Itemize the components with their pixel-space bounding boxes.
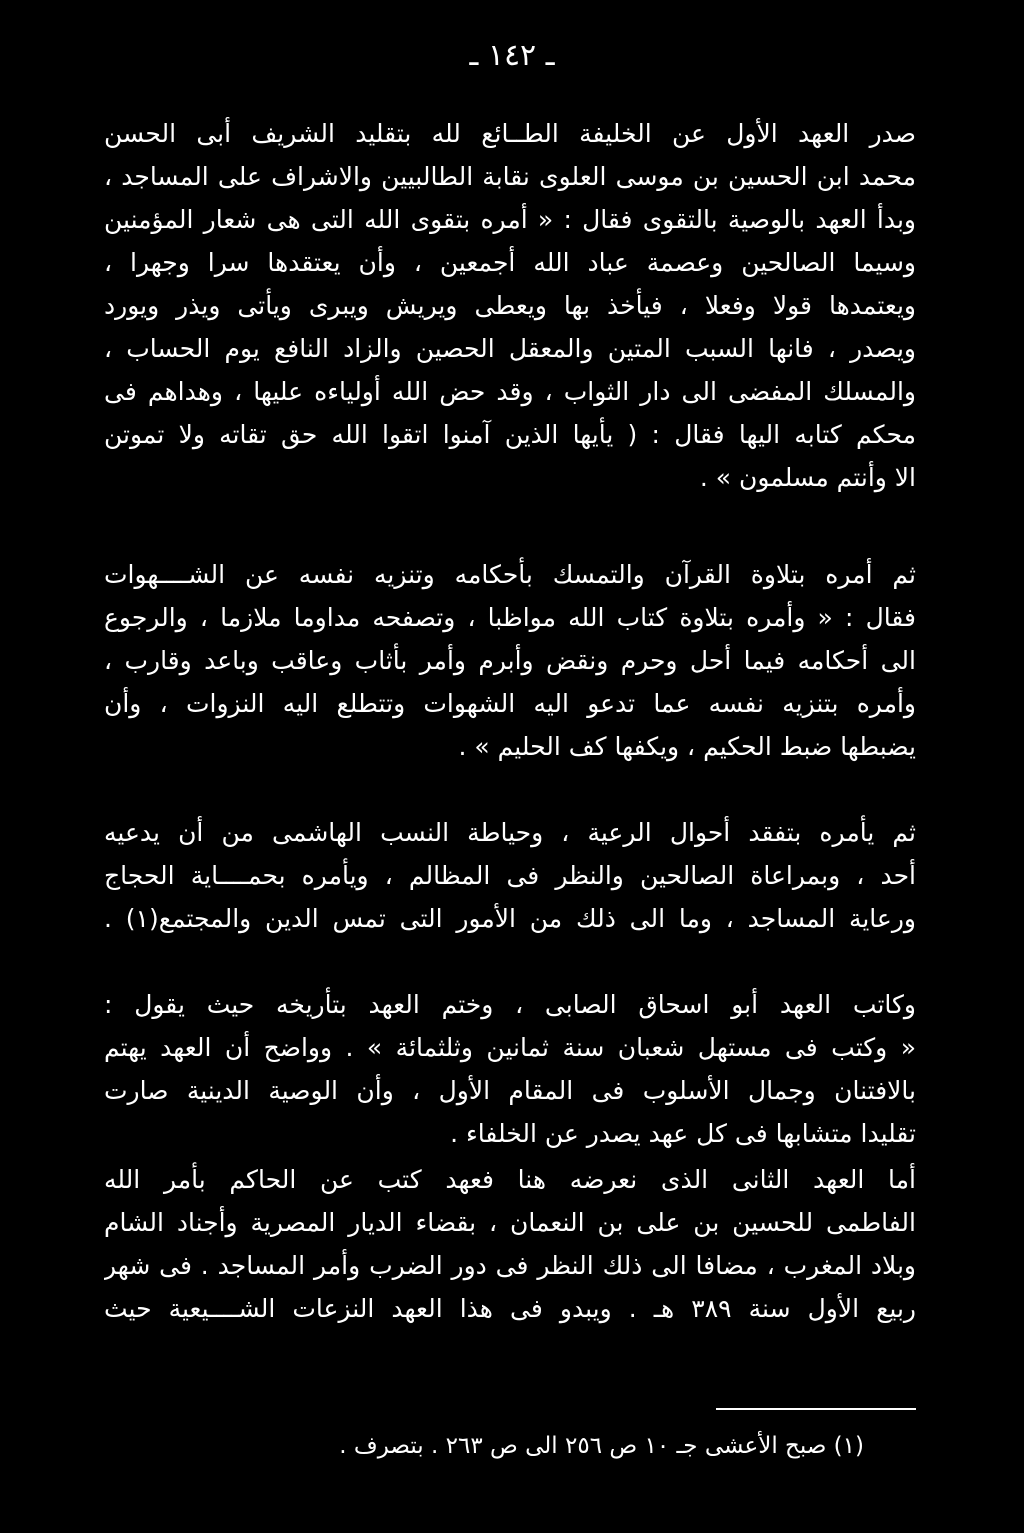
text-line: يضبطها ضبط الحكيم ، ويكفها كف الحليم » .	[458, 732, 916, 761]
text-line: محمد ابن الحسين بن موسى العلوى نقابة الطالبيين والاشراف على المساجد ،	[104, 162, 916, 191]
paragraph-5	[104, 1158, 916, 1330]
footnote-divider	[716, 1408, 916, 1410]
paragraph-1	[104, 112, 916, 499]
paragraph-2	[104, 553, 916, 768]
text-line: تقليدا متشابها فى كل عهد يصدر عن الخلفاء .	[450, 1119, 916, 1148]
text-line: وبلاد المغرب ، مضافا الى ذلك النظر فى دور الضرب وأمر المساجد . فى شهر	[104, 1251, 916, 1280]
text-line: وسيما الصالحين وعصمة عباد الله أجمعين ، وأن يعتقدها سرا وجهرا ،	[104, 248, 916, 277]
text-line: الى أحكامه فيما أحل وحرم ونقض وأبرم وأمر بأثاب وعاقب وباعد وقارب ،	[104, 646, 916, 675]
text-line: والمسلك المفضى الى دار الثواب ، وقد حض الله أولياءه عليها ، وهداهم فى	[104, 377, 916, 406]
text-line: « وكتب فى مستهل شعبان سنة ثمانين وثلثمائة » . وواضح أن العهد يهتم	[104, 1033, 916, 1062]
text-line: الا وأنتم مسلمون » .	[699, 463, 916, 492]
text-line: محكم كتابه اليها فقال : ( يأيها الذين آمنوا اتقوا الله حق تقاته ولا تموتن	[104, 420, 916, 449]
text-line: أما العهد الثانى الذى نعرضه هنا فعهد كتب عن الحاكم بأمر الله	[104, 1165, 916, 1194]
text-line: وأمره بتنزيه نفسه عما تدعو اليه الشهوات وتتطلع اليه النزوات ، وأن	[104, 689, 916, 718]
text-line: ورعاية المساجد ، وما الى ذلك من الأمور التى تمس الدين والمجتمع(١) .	[104, 904, 916, 933]
text-line: أحد ، وبمراعاة الصالحين والنظر فى المظالم ، ويأمره بحمــــاية الحجاج	[104, 861, 916, 890]
text-line: ويعتمدها قولا وفعلا ، فيأخذ بها ويعطى ويريش ويبرى ويأتى ويذر ويورد	[104, 291, 916, 320]
text-line: فقال : « وأمره بتلاوة كتاب الله مواظبا ، وتصفحه مداوما ملازما ، والرجوع	[104, 603, 916, 632]
text-line: وكاتب العهد أبو اسحاق الصابى ، وختم العهد بتأريخه حيث يقول :	[104, 990, 916, 1019]
text-line: وبدأ العهد بالوصية بالتقوى فقال : « أمره بتقوى الله التى هى شعار المؤمنين	[104, 205, 916, 234]
text-line: ثم أمره بتلاوة القرآن والتمسك بأحكامه وتنزيه نفسه عن الشــــهوات	[104, 560, 916, 589]
text-line: ثم يأمره بتفقد أحوال الرعية ، وحياطة النسب الهاشمى من أن يدعيه	[104, 818, 916, 847]
paragraph-4	[104, 983, 916, 1155]
text-line: ربيع الأول سنة ٣٨٩ هـ . ويبدو فى هذا العهد النزعات الشــــيعية حيث	[104, 1294, 916, 1323]
text-line: الفاطمى للحسين بن على بن النعمان ، بقضاء الديار المصرية وأجناد الشام	[104, 1208, 916, 1237]
text-line: ويصدر ، فانها السبب المتين والمعقل الحصين والزاد النافع يوم الحساب ،	[104, 334, 916, 363]
page-number: ـ ١٤٢ ـ	[469, 38, 555, 73]
text-line: صدر العهد الأول عن الخليفة الطــائع لله بتقليد الشريف أبى الحسن	[104, 119, 916, 148]
text-line: بالافتنان وجمال الأسلوب فى المقام الأول ، وأن الوصية الدينية صارت	[104, 1076, 916, 1105]
footnote: (١) صبح الأعشى جـ ١٠ ص ٢٥٦ الى ص ٢٦٣ . بتصرف .	[339, 1433, 864, 1459]
paragraph-3	[104, 811, 916, 940]
